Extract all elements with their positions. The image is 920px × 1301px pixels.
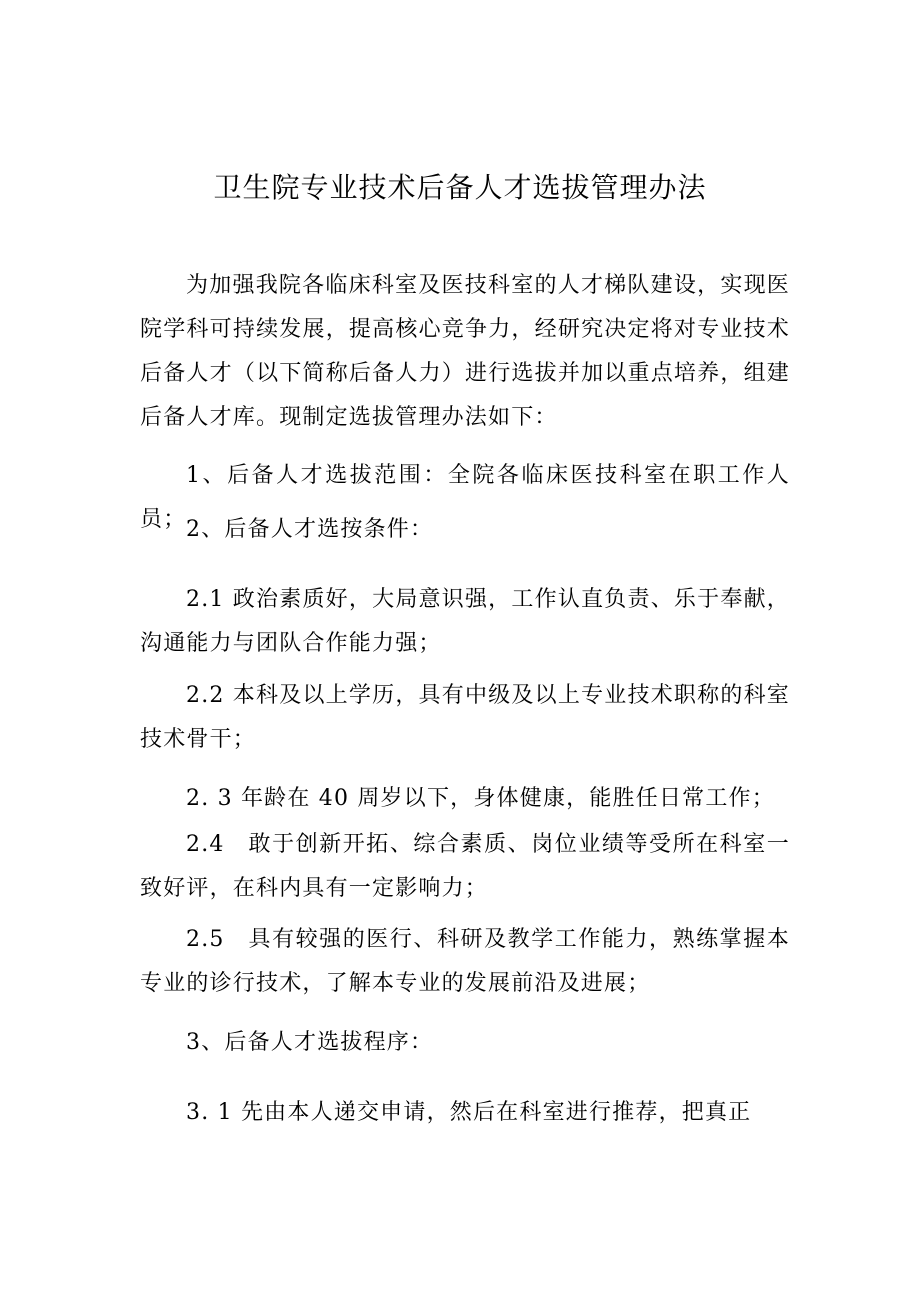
paragraph-condition-2-5: 2.5 具有较强的医行、科研及教学工作能力，熟练掌握本专业的诊行技术，了解本专业的发展前沿及进展；	[140, 927, 790, 996]
paragraph-condition-2-2: 2.2 本科及以上学历，具有中级及以上专业技术职称的科室技术骨干；	[140, 683, 790, 752]
paragraph-condition-2-1: 2.1 政治素质好，大局意识强，工作认直负责、乐于奉献，沟通能力与团队合作能力强；	[140, 587, 790, 656]
paragraph-conditions-heading: 2、后备人才选按条件：	[186, 517, 434, 542]
paragraph-condition-2-3: 2. 3 年龄在 40 周岁以下，身体健康，能胜任日常工作；	[186, 786, 775, 811]
paragraph-procedure-heading: 3、后备人才选拔程序：	[186, 1030, 434, 1055]
paragraph-scope: 1、后备人才选拔范围：全院各临床医技科室在职工作人员；	[140, 463, 790, 532]
paragraph-intro: 为加强我院各临床科室及医技科室的人才梯队建设，实现医院学科可持续发展，提高核心竞争力，经研究决定将对专业技术后备人才（以下简称后备人力）进行选拔并加以重点培养，组建后备人才库。现制定选拔管理办法如下：	[140, 273, 790, 430]
paragraph-procedure-3-1: 3. 1 先由本人递交申请，然后在科室进行推荐，把真正	[186, 1100, 752, 1125]
document-title: 卫生院专业技术后备人才选拔管理办法	[213, 171, 707, 204]
paragraph-condition-2-4: 2.4 敢于创新开拓、综合素质、岗位业绩等受所在科室一致好评，在科内具有一定影响力；	[140, 832, 790, 901]
